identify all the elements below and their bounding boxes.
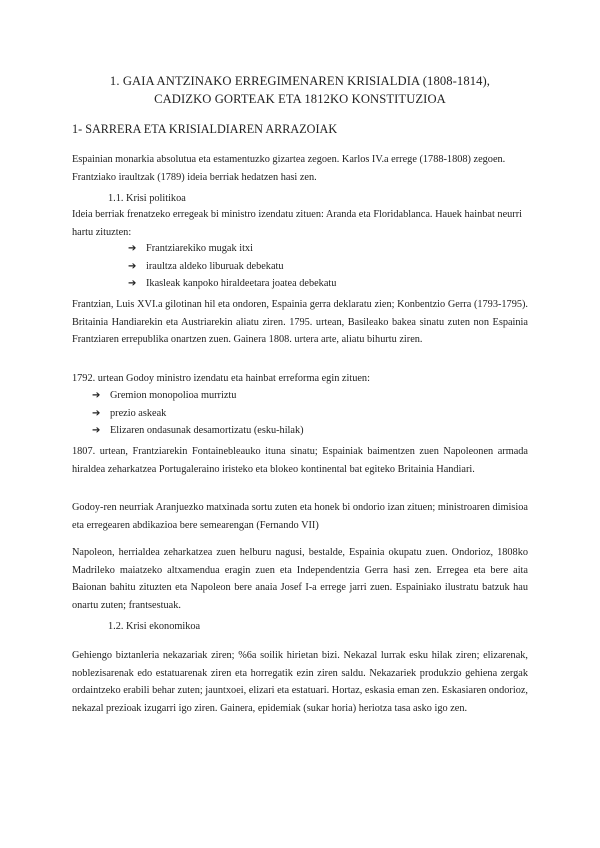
section-heading: 1- SARRERA ETA KRISIALDIAREN ARRAZOIAK bbox=[72, 122, 338, 136]
subsection-heading-politikoa: 1.1. Krisi politikoa bbox=[108, 193, 186, 204]
arrow-right-icon: ➔ bbox=[128, 243, 137, 254]
konbentzio-gerra-paragraph: Frantzian, Luis XVI.a gilotinan hil eta ondoren, Espainia gerra deklaratu zien; Konbentzio Gerra (1793-1795). Britainia Handiarekin eta Austriarekin aliatu ziren. 1795. urtean, Basileako bakea sinatu zuten non Espainia Frantziaren errepublika onartzen zuen. Gainera 1808. urtera arte, aliatu bihurtu ziren. bbox=[72, 299, 528, 345]
list-item: ➔ Gremion monopolioa murriztu bbox=[92, 387, 304, 405]
document-title-line-2: CADIZKO GORTEAK ETA 1812KO KONSTITUZIOA bbox=[154, 92, 446, 106]
subsection-heading-ekonomikoa: 1.2. Krisi ekonomikoa bbox=[108, 621, 201, 632]
fontainebleau-paragraph: 1807. urtean, Frantziarekin Fontainebleauko ituna sinatu; Espainiak baimentzen zuen Napoleonen armada hiraldea zeharkatzea Portugaleraino iristeko eta blokeo kontinental bat egiteko Britainia Handiari. bbox=[72, 446, 528, 475]
measures-list bbox=[128, 240, 336, 293]
arrow-right-icon: ➔ bbox=[128, 278, 137, 289]
list-item: ➔ prezio askeak bbox=[92, 405, 304, 423]
aranjuez-paragraph: Godoy-ren neurriak Aranjuezko matxinada sortu zuten eta honek bi ondorio izan zituen; ministroaren dimisioa eta erregearen abdikazioa bere semearengan (Fernando VII) bbox=[72, 502, 528, 531]
list-item: ➔ Ikasleak kanpoko hiraldeetara joatea debekatu bbox=[128, 275, 336, 293]
arrow-right-icon: ➔ bbox=[128, 260, 137, 272]
godoy-paragraph: 1792. urtean Godoy ministro izendatu eta hainbat erreforma egin zituen: bbox=[72, 373, 370, 384]
list-item: ➔ Frantziarekiko mugak itxi bbox=[128, 240, 336, 258]
arrow-right-icon: ➔ bbox=[92, 390, 101, 401]
list-item: ➔ iraultza aldeko liburuak debekatu bbox=[128, 258, 336, 276]
intro-paragraph: Espainian monarkia absolutua eta estamentuzko gizartea zegoen. Karlos IV.a errege (1788-1808) zegoen. Frantziako iraultzak (1789) ideia berriak hedatzen hasi zen. bbox=[72, 154, 506, 183]
arrow-right-icon: ➔ bbox=[92, 407, 101, 419]
document-title-line-1: 1. GAIA ANTZINAKO ERREGIMENAREN KRISIALDIA (1808-1814), bbox=[109, 74, 491, 88]
napoleon-paragraph: Napoleon, herrialdea zeharkatzea zuen helburu nagusi, bestalde, Espainia okupatu zuen. Ondorioz, 1808ko Madrileko maiatzeko altxamendua eragin zuen eta Independentzia Gerra hasi zen. Erregea eta bere aita Baionan bahitu zituzten eta Napoleon bere anaia Josef I-a errege jarri zuen. Espainiako ilustratu batzuk hau onartu zuten; frantsestuak. bbox=[72, 547, 528, 611]
ekonomikoa-paragraph: Gehiengo biztanleria nekazariak ziren; %6a soilik hirietan bizi. Nekazal lurrak esku hilak ziren; elizarenak, noblezisarenak edo estatuarenak ziren eta horregatik ezin ziren saldu. Nekazariek produkzio gehiena zergak ordaintzeko erabili behar zuten; jauntxoei, elizari eta estatuari. Hortaz, eskasia eman zen. Eskasiaren ondorioz, nekazal prezioak izugarri igo ziren. Gainera, epidemiak (sukar horia) heriotza tasa asko igo zen. bbox=[72, 650, 528, 714]
reforms-list bbox=[92, 387, 304, 440]
arrow-right-icon: ➔ bbox=[92, 425, 101, 436]
list-item: ➔ Elizaren ondasunak desamortizatu (esku-hilak) bbox=[92, 422, 304, 440]
politikoa-intro-paragraph: Ideia berriak frenatzeko erregeak bi ministro izendatu zituen: Aranda eta Floridablanca. Hauek hainbat neurri hartu zituzten: bbox=[72, 209, 523, 238]
